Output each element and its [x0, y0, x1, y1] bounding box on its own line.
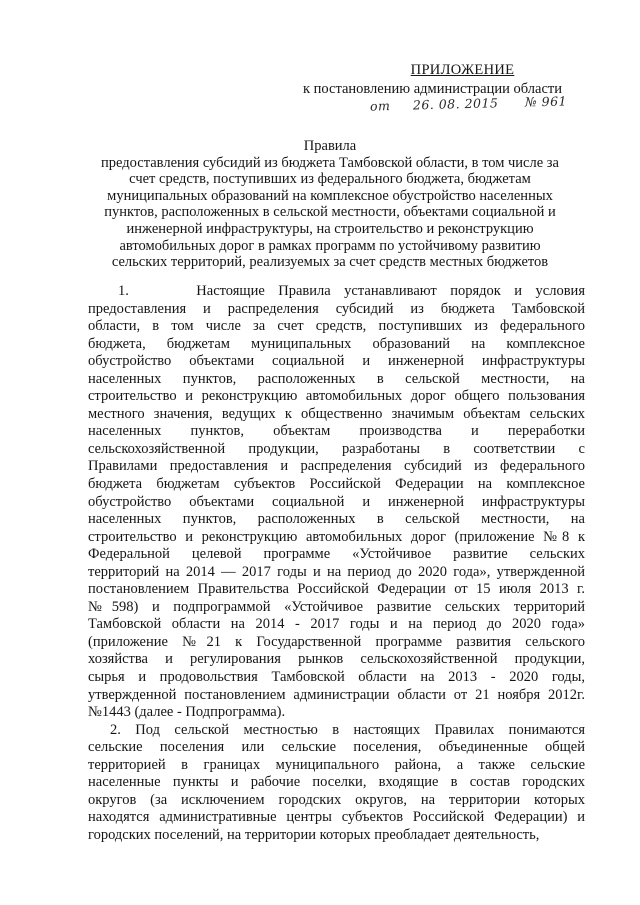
p2-line: населенные пункты и рабочие поселки, входящие в состав городских: [88, 774, 585, 791]
p1-line: обустройство объектами социальной и инженерной инфраструктуры: [88, 353, 585, 370]
p1-line: Тамбовской области на 2014 - 2017 годы и на период до 2020 года»: [88, 616, 585, 633]
p1-line: хозяйства и регулирования рынков сельскохозяйственной продукции,: [88, 651, 585, 668]
p1-line: №598) и подпрограммой «Устойчивое развитие сельских территорий: [88, 598, 585, 615]
p2-line: находятся административные центры субъектов Российской Федерации) и: [88, 809, 585, 826]
p1-line: бюджета бюджетам субъектов Российской Федерации на комплексное: [88, 476, 585, 493]
paragraph-1: [88, 283, 585, 722]
p2-line: территорией в границах муниципального района, а также сельские: [88, 756, 585, 773]
p1-line: обустройство объектами социальной и инженерной инфраструктуры: [88, 493, 585, 510]
p1-line: населенных пунктов, объектам производства и переработки: [88, 423, 585, 440]
heading-lines-line: счет средств, поступивших из федерального бюджета, бюджетам: [129, 171, 531, 188]
p1-line: (приложение №21 к Государственной программе развития сельского: [88, 633, 585, 650]
heading-title: Правила: [303, 138, 357, 154]
document-body: [88, 283, 585, 845]
appendix-title: ПРИЛОЖЕНИЕ: [410, 62, 515, 78]
p1-line: сельскохозяйственной продукции, разработаны в соответствии с: [88, 440, 585, 457]
heading-lines-line: предоставления субсидий из бюджета Тамбовской области, в том числе за: [101, 154, 559, 171]
handwritten-date: 26. 08. 2015: [412, 95, 499, 113]
heading-lines-line: сельских территорий, реализуемых за счет средств местных бюджетов: [111, 254, 549, 271]
p1-line: области, в том числе за счет средств, поступивших из федерального: [88, 318, 585, 335]
document-heading: [80, 138, 580, 271]
p1-line: строительство и реконструкцию автомобильных дорог общего пользования: [88, 388, 585, 405]
p2-line: сельские поселения или сельские поселения, объединенные общей: [88, 739, 585, 756]
handwritten-prefix: от: [369, 98, 391, 114]
heading-lines-line: муниципальных образований на комплексное обустройство населенных: [107, 187, 553, 204]
p1-line: предоставления и распределения субсидий из бюджета Тамбовской: [88, 300, 585, 317]
p1-line: постановлением Правительства Российской Федерации от 15 июля 2013 г.: [88, 581, 585, 598]
p1-line: строительство и реконструкцию автомобильных дорог (приложение №8 к: [88, 528, 585, 545]
appendix-header: [302, 62, 562, 98]
p2-line: 2. Под сельской местностью в настоящих Правилах понимаются: [110, 721, 585, 738]
p1-line: населенных пунктов, расположенных в сельской местности, на: [88, 511, 585, 528]
p1-line: территорий на 2014 — 2017 годы и на период до 2020 года», утвержденной: [88, 563, 585, 580]
p2-line: городских поселений, на территории которых преобладает деятельность,: [88, 826, 540, 843]
p1-line: Федеральной целевой программе «Устойчивое развитие сельских: [88, 546, 585, 563]
p1-line: утвержденной постановлением администрации области от 21 ноября 2012г.: [88, 686, 585, 703]
paragraph-2: [88, 722, 585, 845]
handwritten-number: № 961: [524, 93, 568, 110]
p1-line: сырья и продовольствия Тамбовской области на 2013 - 2020 годы,: [88, 669, 585, 686]
p1-line: местного значения, ведущих к общественно значимым объектам сельских: [88, 405, 585, 422]
p2-line: округов (за исключением городских округов, на территории которых: [88, 791, 585, 808]
heading-lines-line: автомобильных дорог в рамках программ по устойчивому развитию: [119, 237, 541, 254]
p1-line: бюджета, бюджетам муниципальных образований на комплексное: [88, 335, 585, 352]
p1-line: 1. Настоящие Правила устанавливают порядок и условия: [118, 283, 585, 299]
heading-lines: [80, 155, 580, 271]
p1-line: Правилами предоставления и распределения субсидий из федерального: [88, 458, 585, 475]
heading-lines-line: пунктов, расположенных в сельской местности, объектами социальной и: [104, 204, 556, 221]
heading-lines-line: инженерной инфраструктуры, на строительство и реконструкцию: [126, 220, 534, 237]
appendix-subtitle: к постановлению администрации области: [302, 81, 562, 97]
p1-line: №1443 (далее - Подпрограмма).: [88, 704, 286, 721]
p1-line: населенных пунктов, расположенных в сельской местности, на: [88, 370, 585, 387]
